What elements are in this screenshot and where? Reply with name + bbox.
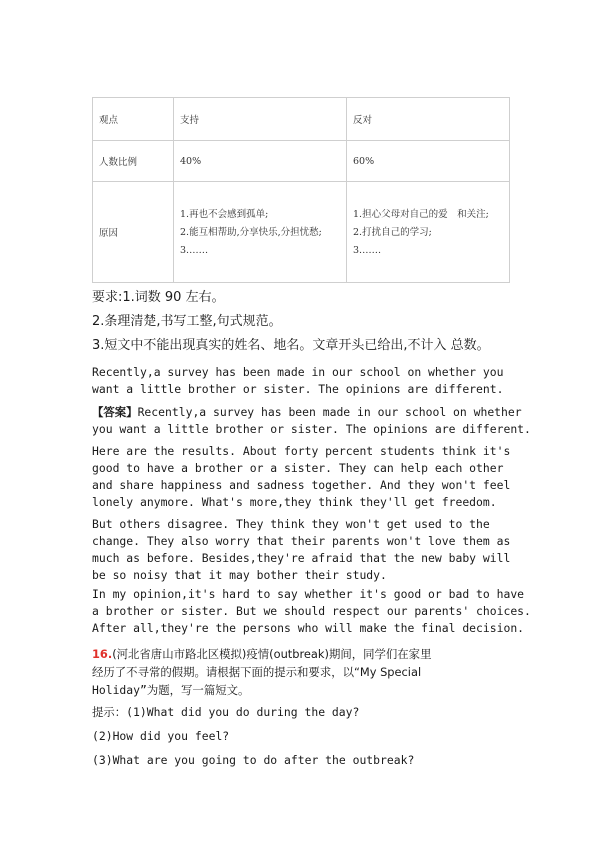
support-reasons [174, 182, 347, 283]
support-reason-2: 2.能互相帮助,分享快乐,分担忧愁; [180, 226, 322, 238]
text-line: After all,they're the persons who will make the final decision. [92, 621, 525, 635]
oppose-reasons [347, 182, 510, 283]
text-line: and share happiness and sadness together. And they won't feel [92, 478, 511, 492]
header-viewpoint: 观点 [93, 98, 174, 141]
answer-label: 【答案】 [92, 405, 138, 419]
oppose-reason-2: 2.打扰自己的学习; [353, 226, 432, 238]
requirement-2: 2.条理清楚,书写工整,句式规范。 [92, 314, 282, 329]
text-line: But others disagree. They think they won't get used to the [92, 517, 490, 531]
answer-intro-line-1: Recently,a survey has been made in our school on whether [137, 405, 522, 419]
text-line: a brother or sister. But we should respect our parents' choices. [92, 604, 531, 618]
table-row [93, 182, 510, 283]
hints [92, 700, 512, 772]
text-line: Recently,a survey has been made in our school on whether you [92, 365, 504, 379]
text-line: much as before. Besides,they're afraid that the new baby will [92, 551, 511, 565]
question-line-1: (河北省唐山市路北区模拟)疫情(outbreak)期间，同学们在家里 [112, 647, 432, 661]
table-row [93, 98, 510, 141]
text-line: want a little brother or sister. The opinions are different. [92, 382, 504, 396]
hint-line: 提示：(1)What did you do during the day? [92, 705, 360, 719]
hint-line: (3)What are you going to do after the outbreak? [92, 753, 415, 767]
ratio-support: 40% [174, 141, 347, 182]
text-line: good to have a brother or a sister. They can help each other [92, 461, 504, 475]
text-line: Here are the results. About forty percent students think it's [92, 444, 511, 458]
answer-paragraph-1 [92, 443, 512, 511]
survey-table [92, 97, 510, 283]
support-reason-3: 3.…… [180, 244, 209, 256]
answer-paragraph-3 [92, 586, 531, 637]
text-line: Holiday”为题，写一篇短文。 [92, 683, 250, 697]
text-line: In my opinion,it's hard to say whether it's good or bad to have [92, 587, 525, 601]
text-line: lonely anymore. What's more,they think they'll get freedom. [92, 495, 497, 509]
requirement-1: 要求:1.词数 90 左右。 [92, 290, 225, 305]
question-16 [92, 645, 512, 699]
text-line: you want a little brother or sister. The opinions are different. [92, 422, 531, 436]
text-line [92, 404, 522, 421]
oppose-reason-3: 3.…… [353, 244, 382, 256]
support-reason-1: 1.再也不会感到孤单; [180, 208, 269, 220]
oppose-reason-1: 1.担心父母对自己的爱 和关注; [353, 208, 489, 220]
reason-label: 原因 [93, 182, 174, 283]
question-number: 16. [92, 647, 113, 661]
ratio-label: 人数比例 [93, 141, 174, 182]
answer-intro [92, 404, 531, 438]
hint-line: (2)How did you feel? [92, 729, 230, 743]
table-row [93, 141, 510, 182]
given-opening [92, 364, 512, 398]
answer-paragraph-2 [92, 516, 512, 584]
requirements [92, 286, 512, 358]
text-line: be so noisy that it may bother their study. [92, 568, 387, 582]
requirement-3: 3.短文中不能出现真实的姓名、地名。文章开头已给出,不计入 总数。 [92, 338, 490, 353]
text-line: change. They also worry that their parents won't love them as [92, 534, 511, 548]
text-line [92, 645, 512, 663]
header-support: 支持 [174, 98, 347, 141]
ratio-oppose: 60% [347, 141, 510, 182]
text-line: 经历了不寻常的假期。请根据下面的提示和要求，以“My Special [92, 665, 422, 679]
header-oppose: 反对 [347, 98, 510, 141]
